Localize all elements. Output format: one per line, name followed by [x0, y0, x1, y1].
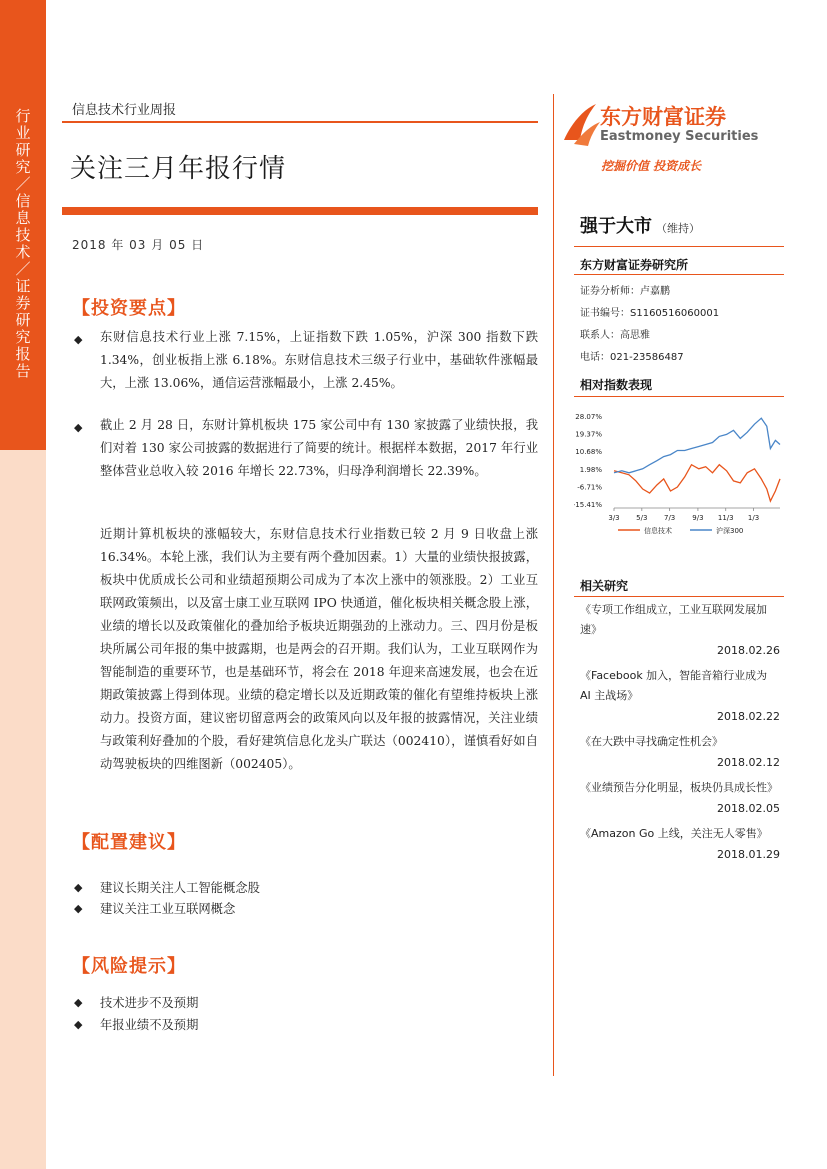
related-report-title: 《Facebook 加入，智能音箱行业成为 AI 主战场》 [580, 669, 768, 702]
side-label-char: 息 [15, 209, 31, 227]
report-date: 2018 年 03 月 05 日 [72, 238, 205, 252]
diamond-bullet-icon: ◆ [74, 996, 83, 1009]
x-tick-label: 5/3 [636, 514, 648, 522]
side-label-char: 研 [15, 311, 31, 329]
x-tick-label: 3/3 [608, 514, 620, 522]
related-report-item[interactable] [580, 778, 780, 820]
diamond-bullet-icon: ◆ [74, 881, 83, 894]
side-label-char: 证 [15, 277, 31, 295]
side-label-char: 技 [15, 226, 31, 244]
y-tick-label: -6.71% [577, 483, 602, 492]
x-tick-label: 9/3 [692, 514, 704, 522]
rating-rule [574, 246, 784, 247]
side-label-char: 告 [15, 362, 31, 380]
rating-note: （维持） [656, 222, 700, 235]
allocation-heading: 【配置建议】 [72, 832, 186, 853]
brand-name-cn: 东方财富证券 [600, 105, 726, 129]
y-tick-label: -15.41% [574, 501, 602, 509]
diamond-bullet-icon: ◆ [74, 333, 83, 346]
related-report-date: 2018.01.29 [717, 848, 780, 861]
x-tick-label: 11/3 [717, 514, 734, 522]
y-tick-label: 10.68% [575, 448, 602, 457]
invest-summary-heading: 【投资要点】 [72, 298, 186, 319]
title-underline-bar [62, 207, 538, 215]
brand-slogan: 挖掘价值 投资成长 [601, 159, 702, 173]
related-report-item[interactable] [580, 732, 780, 774]
related-report-title: 《在大跌中寻找确定性机会》 [580, 735, 723, 748]
y-tick-label: 1.98% [579, 465, 602, 474]
diamond-bullet-icon: ◆ [74, 1018, 83, 1031]
legend-label: 信息技术 [644, 527, 672, 535]
risk-item: 技术进步不及预期 [100, 996, 199, 1010]
related-report-title: 《专项工作组成立，工业互联网发展加速》 [580, 603, 767, 636]
related-report-item[interactable] [580, 600, 780, 662]
relative-index-chart [574, 404, 786, 564]
related-research-list [580, 600, 780, 870]
x-tick-label: 7/3 [664, 514, 676, 522]
diamond-bullet-icon: ◆ [74, 902, 83, 915]
chart-heading: 相对指数表现 [580, 378, 653, 392]
side-label-char: 术 [15, 243, 31, 261]
contact-phone: 电话：021-23586487 [580, 352, 684, 363]
side-label-char: 信 [15, 192, 31, 210]
related-report-title: 《Amazon Go 上线，关注无人零售》 [580, 827, 768, 840]
column-divider [553, 94, 554, 1076]
side-label-char: 券 [15, 294, 31, 312]
summary-paragraph-3: 近期计算机板块的涨幅较大，东财信息技术行业指数已较 2 月 9 日收盘上涨 16.34%。本轮上涨，我们认为主要有两个叠加因素。1）大量的业绩快报披露，板块中优质成长公司和业绩超预期公司成为了本次上涨中的领涨股。2）工业互联网政策频出，以及富士康工业互联网 IPO 快通道，催化板块相关概念股上涨，业绩的增长以及政策催化的叠加给予板块近期强劲的上涨动力。三、四月份是板块所属公司年报的集中披露期，也是两会的召开期。我们认为，工业互联网作为智能制造的重要环节，也是基础环节，将会在 2018 年迎来高速发展，也会在近期政策披露上得到体现。业绩的稳定增长以及近期政策的催化有望维持板块上涨动力。投资方面，建议密切留意两会的政策风向以及年报的披露情况，关注业绩与政策利好叠加的个股，看好建筑信息化龙头广联达（002410），谨慎看好如自动驾驶板块的四维图新（002405）。 [100, 527, 538, 771]
related-heading-rule [574, 596, 784, 597]
analyst-cert: 证书编号：S1160516060001 [580, 308, 720, 319]
brand-name-en: Eastmoney Securities [600, 129, 759, 144]
related-report-date: 2018.02.12 [717, 756, 780, 769]
institute-name: 东方财富证券研究所 [580, 258, 689, 272]
report-title: 关注三月年报行情 [70, 154, 287, 184]
side-label-char: 行 [15, 107, 31, 125]
related-report-item[interactable] [580, 824, 780, 866]
summary-paragraph-2: 截止 2 月 28 日，东财计算机板块 175 家公司中有 130 家披露了业绩快报，我们对着 130 家公司披露的数据进行了简要的统计。根据样本数据，2017 年行业整体营业总收入较 2016 年增长 22.73%，归母净利润增长 22.39%。 [100, 418, 538, 478]
analyst-name: 证券分析师：卢嘉鹏 [580, 286, 670, 297]
related-heading: 相关研究 [580, 579, 629, 593]
report-series-label: 信息技术行业周报 [72, 103, 177, 118]
risk-heading: 【风险提示】 [72, 956, 186, 977]
contact-name: 联系人：高思雅 [580, 330, 650, 341]
side-label-char: 究 [15, 328, 31, 346]
related-report-item[interactable] [580, 666, 780, 728]
header-rule [62, 121, 538, 123]
y-tick-label: 28.07% [575, 413, 602, 421]
summary-paragraph-1: 东财信息技术行业上涨 7.15%，上证指数下跌 1.05%，沪深 300 指数下跌 1.34%，创业板指上涨 6.18%。东财信息技术三级子行业中，基础软件涨幅最大，上涨 13.06%，通信运营涨幅最小，上涨 2.45%。 [100, 330, 538, 390]
chart-heading-rule [574, 396, 784, 397]
side-label-char: ／ [15, 175, 31, 193]
allocation-item: 建议长期关注人工智能概念股 [100, 881, 260, 895]
side-category-label [10, 108, 36, 380]
side-label-char: ／ [15, 260, 31, 278]
institute-rule [574, 274, 784, 275]
side-label-char: 业 [15, 124, 31, 142]
risk-item: 年报业绩不及预期 [100, 1018, 199, 1032]
diamond-bullet-icon: ◆ [74, 421, 83, 434]
rating-label: 强于大市 [580, 216, 652, 237]
chart-svg [574, 404, 786, 564]
y-tick-label: 19.37% [575, 430, 602, 439]
side-label-char: 究 [15, 158, 31, 176]
related-report-date: 2018.02.22 [717, 710, 780, 723]
x-tick-label: 1/3 [747, 514, 760, 522]
rating-row [580, 212, 700, 238]
related-report-date: 2018.02.26 [717, 644, 780, 657]
side-label-char: 报 [15, 345, 31, 363]
legend-label: 沪深300 [716, 527, 744, 535]
related-report-title: 《业绩预告分化明显，板块仍具成长性》 [580, 781, 778, 794]
side-label-char: 研 [15, 141, 31, 159]
related-report-date: 2018.02.05 [717, 802, 780, 815]
series-line-csi300 [614, 418, 780, 473]
allocation-item: 建议关注工业互联网概念 [100, 902, 236, 916]
